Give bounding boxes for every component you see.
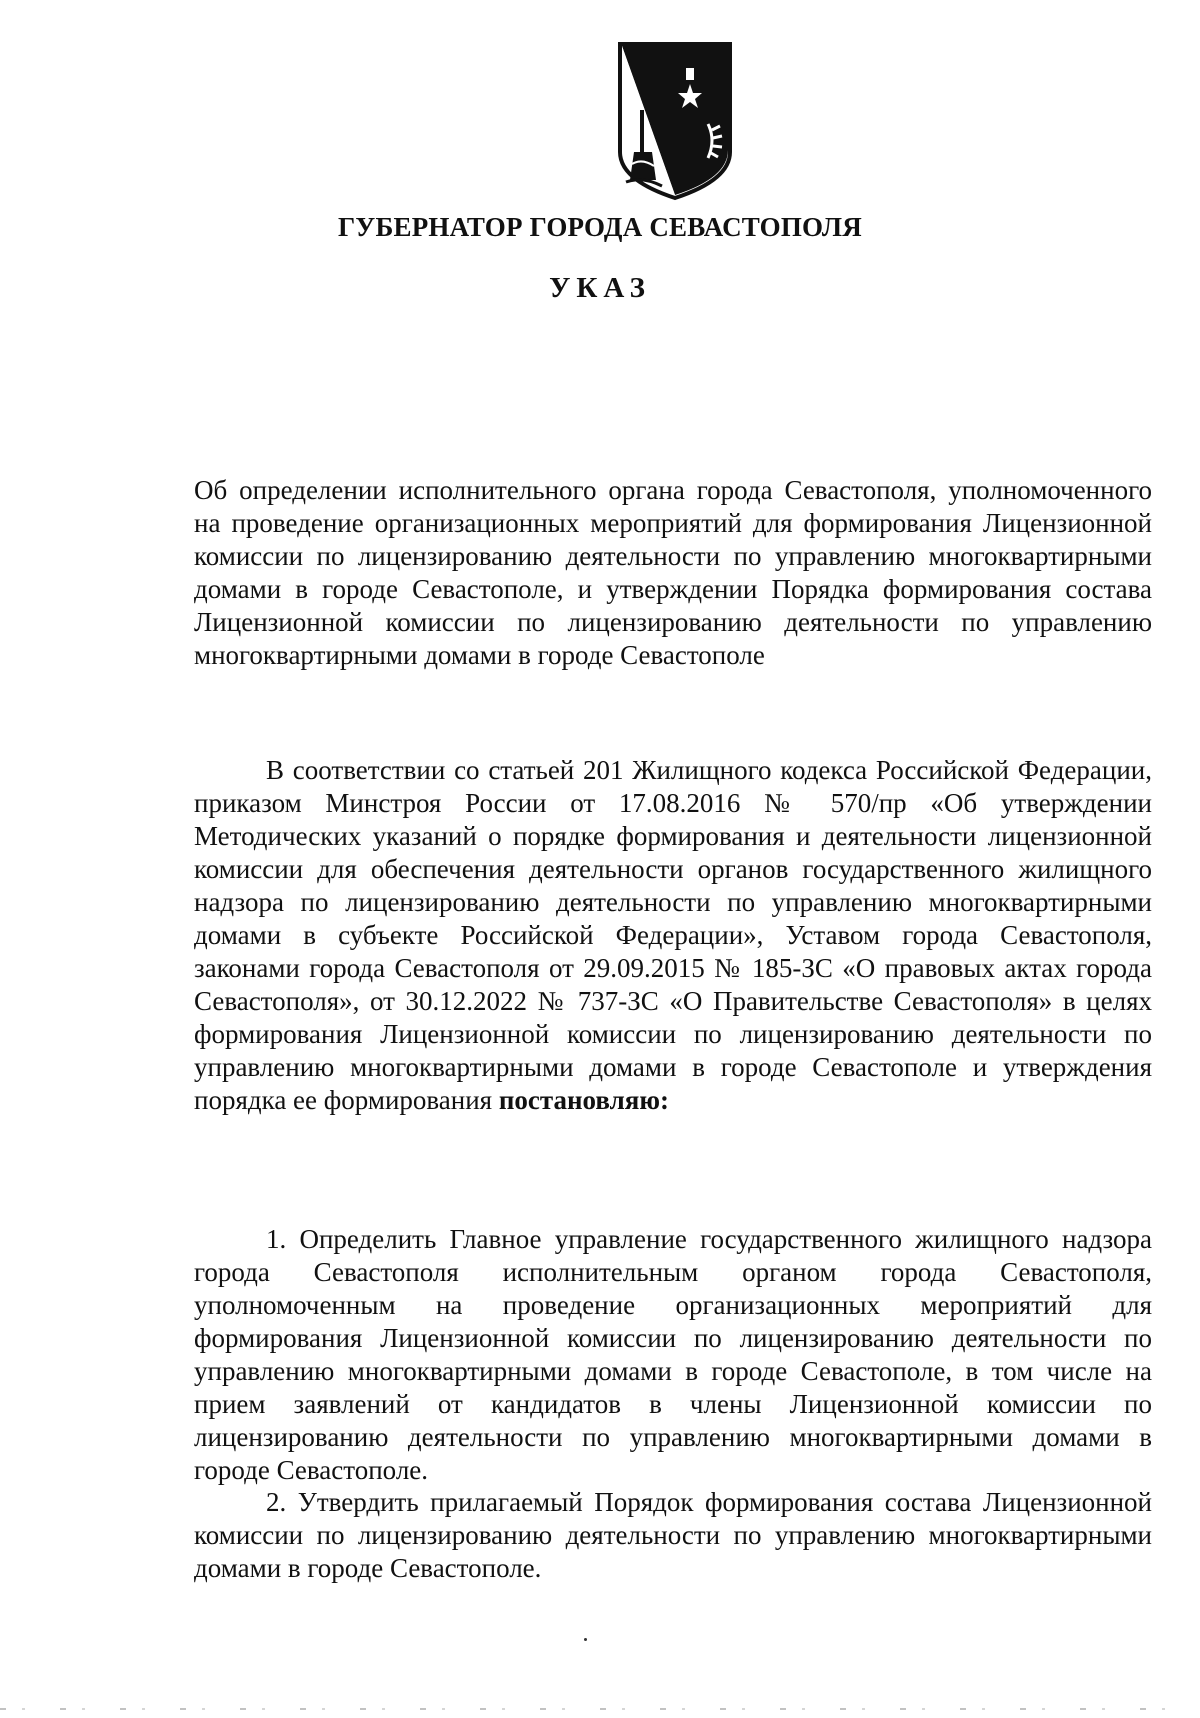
scan-artifact-line xyxy=(0,1708,1200,1710)
decree-word: постановляю: xyxy=(498,1085,669,1115)
decree-item-1: 1. Определить Главное управление государственного жилищного надзора города Севастополя исполнительным органом города Севастополя, уполномоченным на проведение организационных мероприятий для формирования Лицензионной комиссии по лицензированию деятельности по управлению многоквартирными домами в городе Севастополе, в том числе на прием заявлений от кандидатов в члены Лицензионной комиссии по лицензированию деятельности по управлению многоквартирными домами в городе Севастополе. xyxy=(194,1224,1152,1485)
document-title: Об определении исполнительного органа города Севастополя, уполномоченного на проведение организационных мероприятий для формирования Лицензионной комиссии по лицензированию деятельности по управлению многоквартирными домами в городе Севастополе, и утверждении Порядка формирования состава Лицензионной комиссии по лицензированию деятельности по управлению многоквартирными домами в городе Севастополе xyxy=(194,475,1152,670)
preamble-text: В соответствии со статьей 201 Жилищного кодекса Российской Федерации, приказом Минстроя России от 17.08.2016 № 570/пр «Об утверждении Методических указаний о порядке формирования и деятельности лицензионной комиссии для обеспечения деятельности органов государственного жилищного надзора по лицензированию деятельности по управлению многоквартирными домами в субъекте Российской Федерации», Уставом города Севастополя, законами города Севастополя от 29.09.2015 № 185-ЗС «О правовых актах города Севастополя», от 30.12.2022 № 737-ЗС «О Правительстве Севастополя» в целях формирования Лицензионной комиссии по лицензированию деятельности по управлению многоквартирными домами в городе Севастополе и утверждения порядка ее формирования xyxy=(194,755,1152,1115)
coat-of-arms-icon xyxy=(612,40,738,202)
scan-artifact xyxy=(584,1638,587,1641)
issuing-authority: ГУБЕРНАТОР ГОРОДА СЕВАСТОПОЛЯ xyxy=(338,212,862,242)
decree-item-2: 2. Утвердить прилагаемый Порядок формирования состава Лицензионной комиссии по лицензированию деятельности по управлению многоквартирными домами в городе Севастополе. xyxy=(194,1487,1152,1583)
document-type: УКАЗ xyxy=(549,272,651,304)
preamble-paragraph xyxy=(194,754,1152,1117)
